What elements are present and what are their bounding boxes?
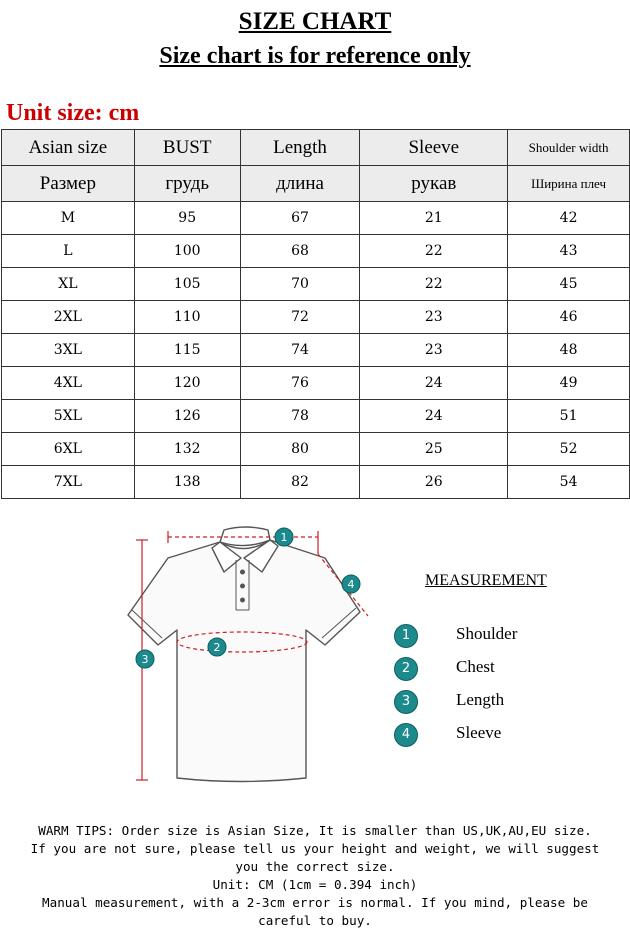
length-cell: 78 [240, 400, 360, 433]
sleeve-cell: 25 [360, 433, 508, 466]
sleeve-cell: 21 [360, 202, 508, 235]
size-cell: L [2, 235, 135, 268]
table-row [2, 433, 630, 466]
header-asian-size: Asian size [2, 130, 135, 166]
header-dlina: длина [240, 166, 360, 202]
header-grud: грудь [134, 166, 240, 202]
tip-line: Unit: CM (1cm = 0.394 inch) [212, 877, 418, 892]
bust-cell: 105 [134, 268, 240, 301]
length-cell: 70 [240, 268, 360, 301]
length-cell: 82 [240, 466, 360, 499]
shoulder-cell: 43 [508, 235, 630, 268]
bust-cell: 138 [134, 466, 240, 499]
size-cell: XL [2, 268, 135, 301]
table-row [2, 202, 630, 235]
bust-cell: 100 [134, 235, 240, 268]
number-badge-icon: 4 [394, 723, 418, 747]
tip-line: If you are not sure, please tell us your height and weight, we will suggest [30, 841, 600, 856]
tip-line: WARM TIPS: Order size is Asian Size, It is smaller than US,UK,AU,EU size. [38, 823, 592, 838]
measurement-title: MEASUREMENT [425, 572, 547, 589]
header-shoulder-width: Shoulder width [508, 130, 630, 166]
size-cell: 7XL [2, 466, 135, 499]
shoulder-cell: 52 [508, 433, 630, 466]
svg-text:2: 2 [213, 641, 221, 654]
size-cell: 3XL [2, 334, 135, 367]
bust-cell: 132 [134, 433, 240, 466]
length-cell: 72 [240, 301, 360, 334]
warm-tips [0, 822, 630, 930]
sleeve-cell: 22 [360, 235, 508, 268]
sleeve-cell: 23 [360, 334, 508, 367]
table-row [2, 466, 630, 499]
polo-shirt-outline [128, 540, 360, 782]
length-cell: 76 [240, 367, 360, 400]
number-badge-icon: 3 [394, 690, 418, 714]
tip-line: careful to buy. [258, 913, 372, 928]
sleeve-cell: 24 [360, 367, 508, 400]
table-row [2, 334, 630, 367]
table-row [2, 235, 630, 268]
sleeve-cell: 22 [360, 268, 508, 301]
number-badge-icon: 2 [394, 657, 418, 681]
unit-label: Unit size: cm [6, 100, 140, 126]
bust-cell: 110 [134, 301, 240, 334]
legend-item-sleeve [394, 723, 594, 749]
shoulder-cell: 45 [508, 268, 630, 301]
sleeve-cell: 23 [360, 301, 508, 334]
header-sleeve: Sleeve [360, 130, 508, 166]
sleeve-cell: 26 [360, 466, 508, 499]
polo-shirt-measurement-diagram [120, 520, 380, 790]
header-row-english [2, 130, 630, 166]
page-title: SIZE CHART [238, 8, 392, 35]
header-rukav: рукав [360, 166, 508, 202]
header-length: Length [240, 130, 360, 166]
tip-line: you the correct size. [235, 859, 395, 874]
svg-text:1: 1 [280, 531, 288, 544]
shoulder-cell: 49 [508, 367, 630, 400]
bust-cell: 120 [134, 367, 240, 400]
table-row [2, 367, 630, 400]
size-cell: 4XL [2, 367, 135, 400]
legend-label: Length [456, 690, 505, 709]
size-table [1, 129, 630, 499]
table-row [2, 268, 630, 301]
table-row [2, 400, 630, 433]
legend-item-shoulder [394, 624, 594, 650]
size-cell: 5XL [2, 400, 135, 433]
legend-item-chest [394, 657, 594, 683]
shoulder-cell: 54 [508, 466, 630, 499]
table-row [2, 301, 630, 334]
length-cell: 68 [240, 235, 360, 268]
header-row-russian [2, 166, 630, 202]
size-cell: M [2, 202, 135, 235]
bust-cell: 126 [134, 400, 240, 433]
svg-text:3: 3 [141, 653, 149, 666]
shoulder-cell: 46 [508, 301, 630, 334]
legend-item-length [394, 690, 594, 716]
shoulder-cell: 51 [508, 400, 630, 433]
sleeve-cell: 24 [360, 400, 508, 433]
tip-line: Manual measurement, with a 2-3cm error is normal. If you mind, please be [42, 895, 588, 910]
shoulder-cell: 48 [508, 334, 630, 367]
header-shirina-plech: Ширина плеч [508, 166, 630, 202]
header-razmer: Размер [2, 166, 135, 202]
bust-cell: 95 [134, 202, 240, 235]
svg-text:4: 4 [347, 578, 355, 591]
shoulder-cell: 42 [508, 202, 630, 235]
length-cell: 74 [240, 334, 360, 367]
bust-cell: 115 [134, 334, 240, 367]
length-cell: 80 [240, 433, 360, 466]
number-badge-icon: 1 [394, 624, 418, 648]
size-cell: 6XL [2, 433, 135, 466]
legend-label: Shoulder [456, 624, 518, 643]
page-subtitle: Size chart is for reference only [159, 43, 471, 69]
header-bust: BUST [134, 130, 240, 166]
legend-label: Chest [456, 657, 495, 676]
size-cell: 2XL [2, 301, 135, 334]
legend-label: Sleeve [456, 723, 502, 742]
length-cell: 67 [240, 202, 360, 235]
